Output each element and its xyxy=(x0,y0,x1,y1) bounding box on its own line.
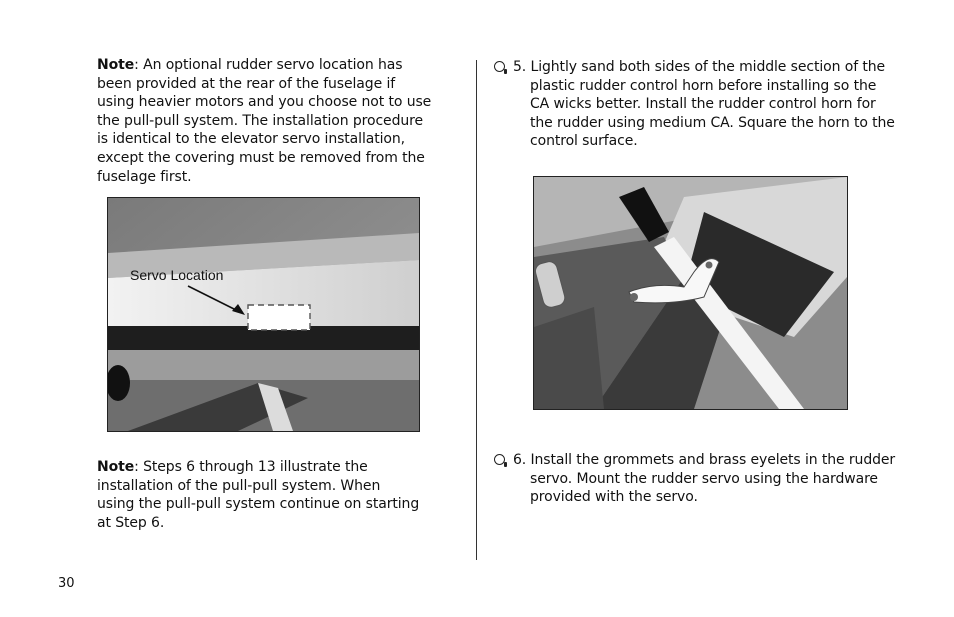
step-line: control surface. xyxy=(530,133,638,150)
page-number: 30 xyxy=(58,576,75,591)
note-pull-pull-system xyxy=(97,458,419,532)
note-line: is identical to the elevator servo installation, xyxy=(97,131,405,148)
note-label: Note xyxy=(97,57,135,73)
note-line: been provided at the rear of the fuselage if xyxy=(97,75,396,92)
step-line: 6. Install the grommets and brass eyelets in the rudder xyxy=(494,451,895,470)
note-line: using heavier motors and you choose not to use xyxy=(97,94,432,111)
note-line: Note: An optional rudder servo location has xyxy=(97,57,403,73)
step-line: the rudder using medium CA. Square the horn to the xyxy=(530,114,895,131)
checkbox-bullet-icon xyxy=(494,61,505,72)
note-optional-servo-location xyxy=(97,56,431,186)
step-5 xyxy=(494,58,895,151)
step-line: 5. Lightly sand both sides of the middle section of the xyxy=(494,58,895,77)
note-line: at Step 6. xyxy=(97,514,165,531)
note-line: the pull-pull system. The installation procedure xyxy=(97,112,423,129)
column-divider xyxy=(476,60,477,560)
step-line: plastic rudder control horn before installing so the xyxy=(530,77,877,94)
note-line: installation of the pull-pull system. When xyxy=(97,477,381,494)
photo-fuselage-servo-location xyxy=(107,197,420,432)
photo-rudder-control-horn xyxy=(533,176,848,410)
step-line: CA wicks better. Install the rudder control horn for xyxy=(530,96,876,113)
step-6 xyxy=(494,451,895,507)
note-line: except the covering must be removed from the xyxy=(97,149,425,166)
note-line: fuselage first. xyxy=(97,168,192,185)
servo-location-callout: Servo Location xyxy=(130,267,224,283)
step-line: provided with the servo. xyxy=(530,489,698,506)
fuselage-photo-illustration xyxy=(108,198,419,431)
note-label: Note xyxy=(97,459,135,475)
checkbox-bullet-icon xyxy=(494,454,505,465)
note-line: Note: Steps 6 through 13 illustrate the xyxy=(97,459,368,475)
rudder-horn-photo-illustration xyxy=(534,177,847,409)
servo-location-marker xyxy=(248,305,310,330)
note-line: using the pull-pull system continue on starting xyxy=(97,496,420,513)
step-line: servo. Mount the rudder servo using the hardware xyxy=(530,470,878,487)
